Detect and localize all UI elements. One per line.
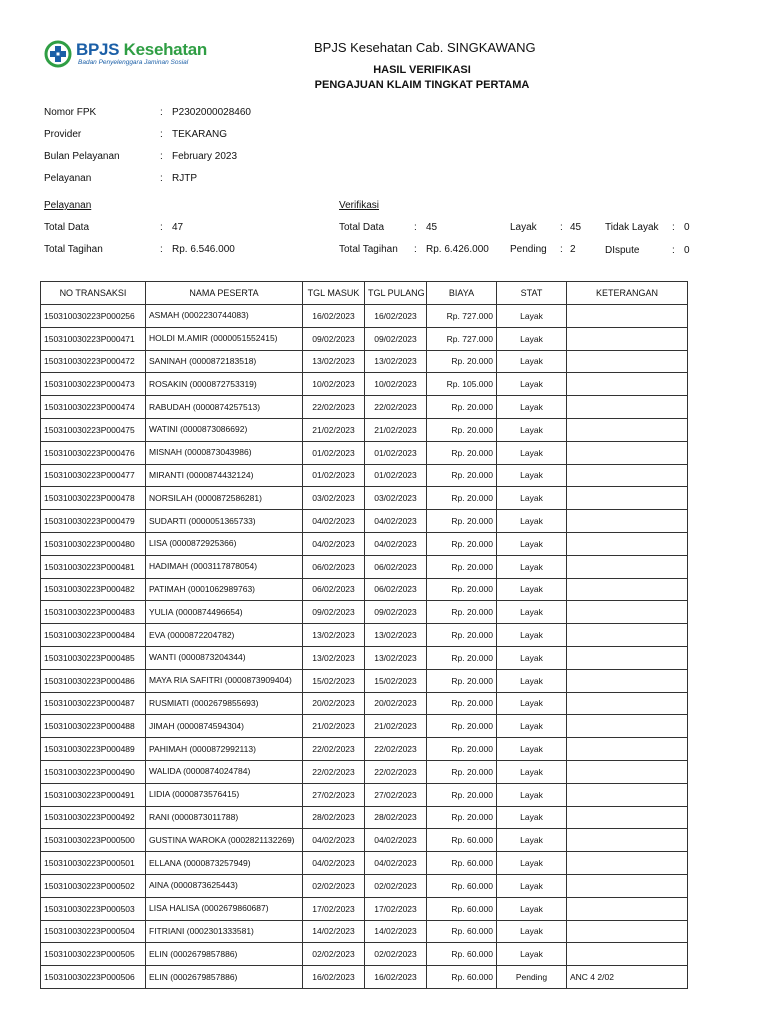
table-row [41, 487, 688, 510]
cell-nama-peserta: WATINI (0000873086692) [146, 418, 303, 441]
cell-stat: Layak [497, 806, 567, 829]
cell-tgl-masuk: 22/02/2023 [303, 396, 365, 419]
table-header-row [41, 282, 688, 305]
table-row [41, 510, 688, 533]
cell-keterangan [567, 646, 688, 669]
cell-keterangan [567, 897, 688, 920]
cell-biaya: Rp. 60.000 [427, 897, 497, 920]
cell-keterangan [567, 441, 688, 464]
table-row [41, 418, 688, 441]
nomor-fpk-value: P2302000028460 [172, 107, 251, 118]
cell-tgl-masuk: 04/02/2023 [303, 510, 365, 533]
cell-biaya: Rp. 20.000 [427, 806, 497, 829]
cell-no-transaksi: 150310030223P000486 [41, 669, 146, 692]
cell-tgl-pulang: 02/02/2023 [365, 943, 427, 966]
ver-total-tagihan-value: Rp. 6.426.000 [426, 244, 489, 255]
pending-label: Pending [510, 244, 547, 255]
cell-stat: Layak [497, 715, 567, 738]
table-row [41, 852, 688, 875]
cell-stat: Layak [497, 829, 567, 852]
colon: : [672, 245, 675, 256]
cell-biaya: Rp. 20.000 [427, 783, 497, 806]
cell-biaya: Rp. 20.000 [427, 418, 497, 441]
table-row [41, 646, 688, 669]
cell-tgl-masuk: 04/02/2023 [303, 532, 365, 555]
cell-tgl-masuk: 28/02/2023 [303, 806, 365, 829]
cell-keterangan [567, 738, 688, 761]
cell-nama-peserta: YULIA (0000874496654) [146, 601, 303, 624]
cell-tgl-pulang: 16/02/2023 [365, 305, 427, 328]
cell-nama-peserta: MAYA RIA SAFITRI (0000873909404) [146, 669, 303, 692]
cell-tgl-pulang: 06/02/2023 [365, 555, 427, 578]
cell-keterangan [567, 487, 688, 510]
cell-tgl-masuk: 21/02/2023 [303, 715, 365, 738]
cell-tgl-masuk: 01/02/2023 [303, 464, 365, 487]
cell-tgl-masuk: 03/02/2023 [303, 487, 365, 510]
cell-tgl-pulang: 21/02/2023 [365, 418, 427, 441]
colon: : [160, 107, 163, 118]
table-row [41, 738, 688, 761]
cell-tgl-masuk: 13/02/2023 [303, 646, 365, 669]
col-header-stat: STAT [497, 282, 567, 305]
cell-stat: Layak [497, 783, 567, 806]
cell-tgl-pulang: 02/02/2023 [365, 874, 427, 897]
cell-biaya: Rp. 20.000 [427, 464, 497, 487]
table-row [41, 943, 688, 966]
cell-stat: Layak [497, 555, 567, 578]
bulan-label: Bulan Pelayanan [44, 151, 120, 162]
cell-tgl-pulang: 04/02/2023 [365, 510, 427, 533]
cell-nama-peserta: AINA (0000873625443) [146, 874, 303, 897]
cell-tgl-pulang: 17/02/2023 [365, 897, 427, 920]
ver-total-data-value: 45 [426, 222, 438, 233]
table-row [41, 327, 688, 350]
cell-nama-peserta: PAHIMAH (0000872992113) [146, 738, 303, 761]
table-row [41, 555, 688, 578]
cell-keterangan [567, 669, 688, 692]
cell-nama-peserta: LISA HALISA (0002679860687) [146, 897, 303, 920]
cell-tgl-masuk: 04/02/2023 [303, 852, 365, 875]
cell-nama-peserta: PATIMAH (0001062989763) [146, 578, 303, 601]
cell-biaya: Rp. 20.000 [427, 760, 497, 783]
cell-keterangan [567, 624, 688, 647]
cell-tgl-masuk: 01/02/2023 [303, 441, 365, 464]
cell-stat: Layak [497, 464, 567, 487]
bpjs-logo [44, 40, 214, 72]
cell-no-transaksi: 150310030223P000500 [41, 829, 146, 852]
bpjs-logo-icon [44, 40, 72, 68]
cell-stat: Layak [497, 350, 567, 373]
cell-nama-peserta: MISNAH (0000873043986) [146, 441, 303, 464]
cell-tgl-masuk: 20/02/2023 [303, 692, 365, 715]
table-row [41, 966, 688, 989]
cell-no-transaksi: 150310030223P000503 [41, 897, 146, 920]
ver-total-tagihan-label: Total Tagihan [339, 244, 398, 255]
layak-value: 45 [570, 222, 582, 233]
cell-stat: Layak [497, 532, 567, 555]
cell-stat: Layak [497, 396, 567, 419]
provider-label: Provider [44, 129, 82, 140]
cell-tgl-masuk: 02/02/2023 [303, 874, 365, 897]
cell-keterangan [567, 510, 688, 533]
cell-no-transaksi: 150310030223P000487 [41, 692, 146, 715]
cell-keterangan [567, 350, 688, 373]
layak-label: Layak [510, 222, 537, 233]
cell-nama-peserta: ELIN (0002679857886) [146, 966, 303, 989]
nomor-fpk-label: Nomor FPK [44, 107, 97, 118]
cell-no-transaksi: 150310030223P000504 [41, 920, 146, 943]
ver-total-data-label: Total Data [339, 222, 385, 233]
cell-nama-peserta: SANINAH (0000872183518) [146, 350, 303, 373]
cell-tgl-masuk: 17/02/2023 [303, 897, 365, 920]
colon: : [160, 173, 163, 184]
table-row [41, 305, 688, 328]
cell-biaya: Rp. 20.000 [427, 510, 497, 533]
colon: : [560, 244, 563, 255]
cell-tgl-pulang: 28/02/2023 [365, 806, 427, 829]
pelayanan-value: RJTP [172, 173, 197, 184]
cell-nama-peserta: ELIN (0002679857886) [146, 943, 303, 966]
cell-tgl-masuk: 13/02/2023 [303, 624, 365, 647]
cell-no-transaksi: 150310030223P000481 [41, 555, 146, 578]
cell-tgl-pulang: 04/02/2023 [365, 829, 427, 852]
table-row [41, 578, 688, 601]
cell-nama-peserta: RUSMIATI (0002679855693) [146, 692, 303, 715]
pel-total-data-label: Total Data [44, 222, 90, 233]
cell-keterangan [567, 715, 688, 738]
cell-tgl-pulang: 27/02/2023 [365, 783, 427, 806]
cell-biaya: Rp. 60.000 [427, 852, 497, 875]
cell-keterangan [567, 601, 688, 624]
cell-keterangan [567, 943, 688, 966]
colon: : [560, 222, 563, 233]
pelayanan-section-title: Pelayanan [44, 200, 92, 211]
cell-nama-peserta: EVA (0000872204782) [146, 624, 303, 647]
cell-stat: Layak [497, 487, 567, 510]
cell-nama-peserta: HADIMAH (0003117878054) [146, 555, 303, 578]
table-row [41, 441, 688, 464]
pel-total-tagihan-label: Total Tagihan [44, 244, 103, 255]
doc-subtitle: PENGAJUAN KLAIM TINGKAT PERTAMA [314, 79, 530, 91]
cell-keterangan: ANC 4 2/02 [567, 966, 688, 989]
cell-biaya: Rp. 20.000 [427, 555, 497, 578]
office-name: BPJS Kesehatan Cab. SINGKAWANG [314, 40, 536, 55]
table-row [41, 669, 688, 692]
cell-biaya: Rp. 20.000 [427, 578, 497, 601]
table-row [41, 601, 688, 624]
cell-nama-peserta: RANI (0000873011788) [146, 806, 303, 829]
cell-keterangan [567, 418, 688, 441]
dispute-value: 0 [684, 245, 690, 256]
cell-no-transaksi: 150310030223P000474 [41, 396, 146, 419]
cell-no-transaksi: 150310030223P000488 [41, 715, 146, 738]
cell-biaya: Rp. 60.000 [427, 943, 497, 966]
colon: : [414, 244, 417, 255]
col-header-keterangan: KETERANGAN [567, 282, 688, 305]
cell-tgl-masuk: 14/02/2023 [303, 920, 365, 943]
table-row [41, 624, 688, 647]
cell-tgl-pulang: 15/02/2023 [365, 669, 427, 692]
cell-biaya: Rp. 727.000 [427, 305, 497, 328]
cell-biaya: Rp. 727.000 [427, 327, 497, 350]
claims-table [40, 281, 688, 989]
cell-biaya: Rp. 105.000 [427, 373, 497, 396]
cell-tgl-masuk: 16/02/2023 [303, 305, 365, 328]
cell-nama-peserta: HOLDI M.AMIR (0000051552415) [146, 327, 303, 350]
cell-no-transaksi: 150310030223P000473 [41, 373, 146, 396]
cell-nama-peserta: LISA (0000872925366) [146, 532, 303, 555]
cell-tgl-pulang: 03/02/2023 [365, 487, 427, 510]
pel-total-data-value: 47 [172, 222, 184, 233]
cell-keterangan [567, 578, 688, 601]
table-row [41, 783, 688, 806]
table-row [41, 715, 688, 738]
cell-stat: Layak [497, 897, 567, 920]
cell-stat: Layak [497, 578, 567, 601]
cell-biaya: Rp. 20.000 [427, 646, 497, 669]
cell-nama-peserta: FITRIANI (0002301333581) [146, 920, 303, 943]
cell-no-transaksi: 150310030223P000491 [41, 783, 146, 806]
cell-tgl-masuk: 22/02/2023 [303, 760, 365, 783]
cell-keterangan [567, 920, 688, 943]
col-header-nama-peserta: NAMA PESERTA [146, 282, 303, 305]
cell-biaya: Rp. 20.000 [427, 396, 497, 419]
cell-stat: Layak [497, 510, 567, 533]
col-header-biaya: BIAYA [427, 282, 497, 305]
cell-keterangan [567, 760, 688, 783]
cell-biaya: Rp. 20.000 [427, 715, 497, 738]
table-row [41, 760, 688, 783]
cell-tgl-pulang: 09/02/2023 [365, 601, 427, 624]
cell-keterangan [567, 829, 688, 852]
cell-nama-peserta: ASMAH (0002230744083) [146, 305, 303, 328]
cell-stat: Layak [497, 692, 567, 715]
cell-no-transaksi: 150310030223P000489 [41, 738, 146, 761]
cell-tgl-masuk: 02/02/2023 [303, 943, 365, 966]
cell-no-transaksi: 150310030223P000475 [41, 418, 146, 441]
col-header-tgl-masuk: TGL MASUK [303, 282, 365, 305]
cell-tgl-masuk: 21/02/2023 [303, 418, 365, 441]
cell-biaya: Rp. 20.000 [427, 532, 497, 555]
cell-tgl-masuk: 06/02/2023 [303, 578, 365, 601]
cell-tgl-masuk: 15/02/2023 [303, 669, 365, 692]
cell-tgl-pulang: 04/02/2023 [365, 532, 427, 555]
verifikasi-section-title: Verifikasi [339, 200, 380, 211]
table-row [41, 373, 688, 396]
cell-no-transaksi: 150310030223P000501 [41, 852, 146, 875]
colon: : [414, 222, 417, 233]
cell-keterangan [567, 852, 688, 875]
cell-tgl-pulang: 09/02/2023 [365, 327, 427, 350]
dispute-label: DIspute [605, 245, 640, 256]
cell-nama-peserta: WALIDA (0000874024784) [146, 760, 303, 783]
cell-biaya: Rp. 20.000 [427, 601, 497, 624]
cell-stat: Layak [497, 738, 567, 761]
cell-tgl-pulang: 22/02/2023 [365, 738, 427, 761]
cell-no-transaksi: 150310030223P000477 [41, 464, 146, 487]
cell-keterangan [567, 874, 688, 897]
cell-tgl-pulang: 22/02/2023 [365, 760, 427, 783]
bulan-value: February 2023 [172, 151, 238, 162]
colon: : [672, 222, 675, 233]
cell-tgl-pulang: 16/02/2023 [365, 966, 427, 989]
cell-biaya: Rp. 20.000 [427, 738, 497, 761]
cell-nama-peserta: SUDARTI (0000051365733) [146, 510, 303, 533]
cell-keterangan [567, 327, 688, 350]
cell-tgl-masuk: 13/02/2023 [303, 350, 365, 373]
cell-tgl-masuk: 04/02/2023 [303, 829, 365, 852]
cell-stat: Layak [497, 852, 567, 875]
cell-keterangan [567, 373, 688, 396]
pelayanan-label: Pelayanan [44, 173, 92, 184]
cell-tgl-masuk: 27/02/2023 [303, 783, 365, 806]
cell-tgl-pulang: 06/02/2023 [365, 578, 427, 601]
cell-no-transaksi: 150310030223P000505 [41, 943, 146, 966]
cell-keterangan [567, 783, 688, 806]
cell-biaya: Rp. 20.000 [427, 624, 497, 647]
col-header-tgl-pulang: TGL PULANG [365, 282, 427, 305]
cell-tgl-pulang: 04/02/2023 [365, 852, 427, 875]
col-header-no-transaksi: NO TRANSAKSI [41, 282, 146, 305]
cell-keterangan [567, 532, 688, 555]
cell-no-transaksi: 150310030223P000492 [41, 806, 146, 829]
cell-stat: Layak [497, 920, 567, 943]
cell-tgl-masuk: 09/02/2023 [303, 327, 365, 350]
cell-keterangan [567, 806, 688, 829]
colon: : [160, 129, 163, 140]
colon: : [160, 222, 163, 233]
cell-tgl-pulang: 10/02/2023 [365, 373, 427, 396]
cell-keterangan [567, 305, 688, 328]
cell-nama-peserta: ROSAKIN (0000872753319) [146, 373, 303, 396]
cell-biaya: Rp. 20.000 [427, 692, 497, 715]
table-row [41, 829, 688, 852]
table-row [41, 464, 688, 487]
brand-name: BPJS Kesehatan [76, 40, 207, 59]
cell-biaya: Rp. 60.000 [427, 829, 497, 852]
cell-stat: Layak [497, 327, 567, 350]
cell-nama-peserta: NORSILAH (0000872586281) [146, 487, 303, 510]
cell-biaya: Rp. 20.000 [427, 441, 497, 464]
cell-nama-peserta: GUSTINA WAROKA (0002821132269) [146, 829, 303, 852]
cell-no-transaksi: 150310030223P000472 [41, 350, 146, 373]
tidak-layak-value: 0 [684, 222, 690, 233]
cell-stat: Layak [497, 874, 567, 897]
table-row [41, 874, 688, 897]
table-row [41, 897, 688, 920]
cell-tgl-pulang: 01/02/2023 [365, 441, 427, 464]
cell-tgl-pulang: 14/02/2023 [365, 920, 427, 943]
cell-no-transaksi: 150310030223P000471 [41, 327, 146, 350]
cell-no-transaksi: 150310030223P000484 [41, 624, 146, 647]
cell-keterangan [567, 555, 688, 578]
colon: : [160, 151, 163, 162]
cell-stat: Layak [497, 305, 567, 328]
cell-no-transaksi: 150310030223P000490 [41, 760, 146, 783]
cell-stat: Pending [497, 966, 567, 989]
cell-stat: Layak [497, 646, 567, 669]
table-row [41, 532, 688, 555]
cell-tgl-pulang: 13/02/2023 [365, 646, 427, 669]
cell-no-transaksi: 150310030223P000506 [41, 966, 146, 989]
cell-biaya: Rp. 20.000 [427, 669, 497, 692]
cell-stat: Layak [497, 441, 567, 464]
cell-stat: Layak [497, 760, 567, 783]
tidak-layak-label: Tidak Layak [605, 222, 659, 233]
cell-tgl-masuk: 16/02/2023 [303, 966, 365, 989]
cell-nama-peserta: ELLANA (0000873257949) [146, 852, 303, 875]
table-row [41, 920, 688, 943]
colon: : [160, 244, 163, 255]
doc-title: HASIL VERIFIKASI [373, 64, 471, 76]
cell-nama-peserta: WANTI (0000873204344) [146, 646, 303, 669]
cell-stat: Layak [497, 373, 567, 396]
cell-no-transaksi: 150310030223P000256 [41, 305, 146, 328]
cell-no-transaksi: 150310030223P000482 [41, 578, 146, 601]
cell-stat: Layak [497, 601, 567, 624]
cell-nama-peserta: MIRANTI (0000874432124) [146, 464, 303, 487]
brand-tagline: Badan Penyelenggara Jaminan Sosial [78, 59, 189, 66]
provider-value: TEKARANG [172, 129, 228, 140]
cell-stat: Layak [497, 669, 567, 692]
cell-tgl-pulang: 13/02/2023 [365, 350, 427, 373]
cell-no-transaksi: 150310030223P000479 [41, 510, 146, 533]
pending-value: 2 [570, 244, 576, 255]
cell-no-transaksi: 150310030223P000485 [41, 646, 146, 669]
cell-stat: Layak [497, 418, 567, 441]
table-row [41, 806, 688, 829]
cell-biaya: Rp. 60.000 [427, 920, 497, 943]
table-row [41, 692, 688, 715]
cell-nama-peserta: JIMAH (0000874594304) [146, 715, 303, 738]
table-row [41, 350, 688, 373]
cell-stat: Layak [497, 943, 567, 966]
cell-nama-peserta: LIDIA (0000873576415) [146, 783, 303, 806]
cell-keterangan [567, 464, 688, 487]
cell-stat: Layak [497, 624, 567, 647]
cell-biaya: Rp. 20.000 [427, 350, 497, 373]
cell-tgl-pulang: 21/02/2023 [365, 715, 427, 738]
cell-keterangan [567, 396, 688, 419]
cell-biaya: Rp. 20.000 [427, 487, 497, 510]
cell-no-transaksi: 150310030223P000478 [41, 487, 146, 510]
cell-tgl-masuk: 10/02/2023 [303, 373, 365, 396]
cell-tgl-masuk: 09/02/2023 [303, 601, 365, 624]
pel-total-tagihan-value: Rp. 6.546.000 [172, 244, 235, 255]
table-row [41, 396, 688, 419]
cell-no-transaksi: 150310030223P000476 [41, 441, 146, 464]
cell-biaya: Rp. 60.000 [427, 874, 497, 897]
cell-no-transaksi: 150310030223P000480 [41, 532, 146, 555]
cell-tgl-pulang: 22/02/2023 [365, 396, 427, 419]
cell-keterangan [567, 692, 688, 715]
cell-biaya: Rp. 60.000 [427, 966, 497, 989]
cell-tgl-masuk: 22/02/2023 [303, 738, 365, 761]
cell-tgl-pulang: 20/02/2023 [365, 692, 427, 715]
cell-no-transaksi: 150310030223P000502 [41, 874, 146, 897]
cell-no-transaksi: 150310030223P000483 [41, 601, 146, 624]
cell-nama-peserta: RABUDAH (0000874257513) [146, 396, 303, 419]
cell-tgl-pulang: 13/02/2023 [365, 624, 427, 647]
cell-tgl-pulang: 01/02/2023 [365, 464, 427, 487]
cell-tgl-masuk: 06/02/2023 [303, 555, 365, 578]
